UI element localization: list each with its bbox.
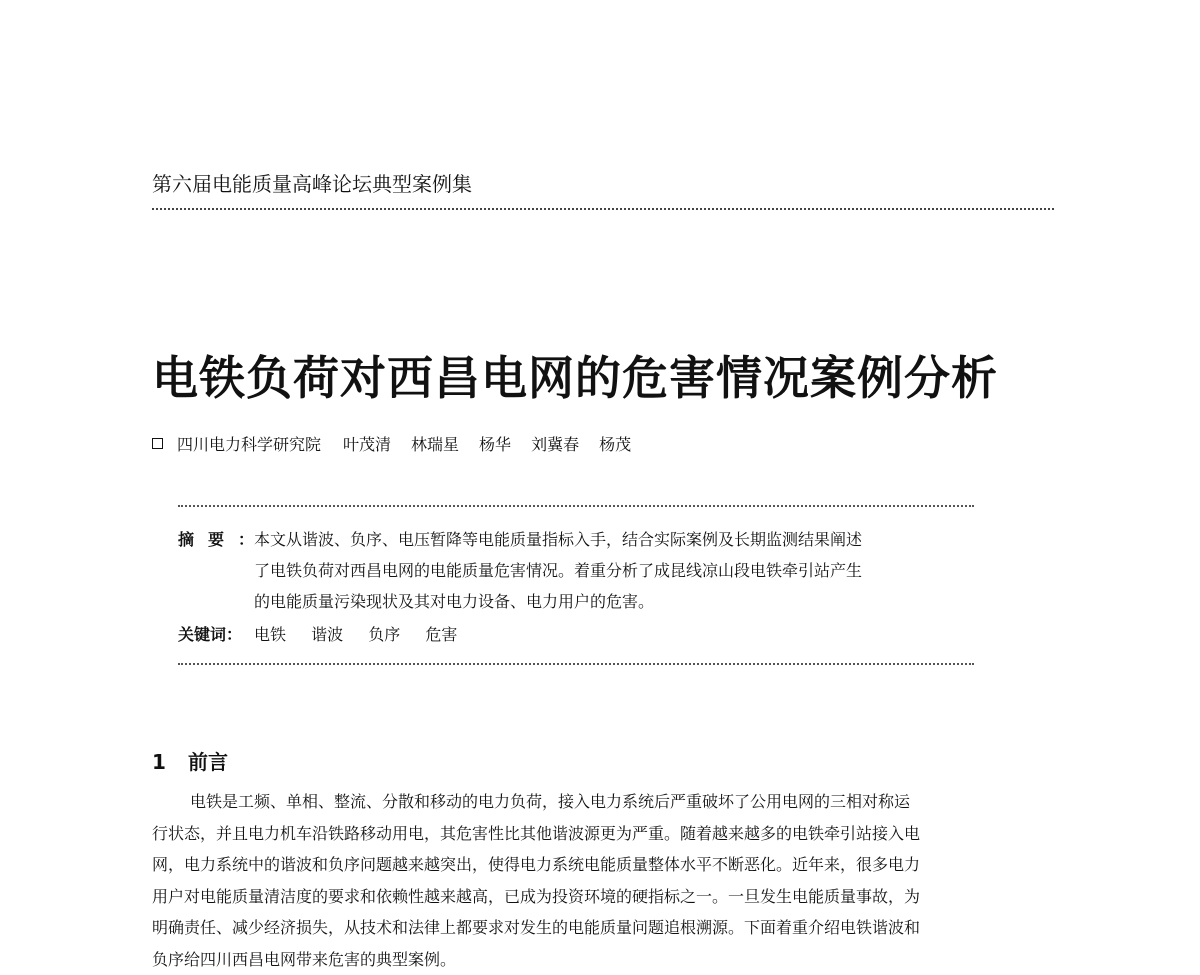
author-name: 叶茂清 [343, 432, 391, 455]
author-name: 杨茂 [599, 432, 631, 455]
body-line: 电铁是工频、单相、整流、分散和移动的电力负荷，接入电力系统后严重破坏了公用电网的三相对称运 [152, 786, 1057, 818]
byline [152, 430, 651, 456]
abstract-block [178, 524, 978, 650]
body-line: 负序给四川西昌电网带来危害的典型案例。 [152, 944, 1057, 975]
body-line: 网，电力系统中的谐波和负序问题越来越突出，使得电力系统电能质量整体水平不断恶化。近年来，很多电力 [152, 849, 1057, 881]
author-name: 杨华 [479, 432, 511, 455]
keywords-label: 关键词： [178, 619, 254, 650]
body-line: 行状态，并且电力机车沿铁路移动用电，其危害性比其他谐波源更为严重。随着越来越多的电铁牵引站接入电 [152, 818, 1057, 850]
abstract-top-divider [178, 505, 974, 507]
header-divider [152, 208, 1054, 210]
body-paragraph [152, 786, 1057, 975]
keyword: 负序 [368, 619, 400, 650]
abstract-line: 的电能质量污染现状及其对电力设备、电力用户的危害。 [254, 586, 976, 617]
abstract-label: 摘要： [178, 524, 254, 555]
keywords-list [254, 619, 976, 650]
square-bullet-icon [152, 438, 163, 449]
abstract-text [254, 524, 976, 617]
abstract-row [178, 524, 978, 617]
author-name: 林瑞星 [411, 432, 459, 455]
keyword: 电铁 [254, 619, 286, 650]
section-title: 前言 [188, 748, 228, 776]
section-heading [152, 748, 228, 776]
abstract-bottom-divider [178, 663, 974, 665]
keywords-row [178, 619, 978, 650]
abstract-line: 了电铁负荷对西昌电网的电能质量危害情况。着重分析了成昆线凉山段电铁牵引站产生 [254, 555, 976, 586]
section-number: 1 [152, 748, 188, 776]
keyword: 谐波 [311, 619, 343, 650]
author-affiliation: 四川电力科学研究院 [177, 432, 321, 455]
article-title: 电铁负荷对西昌电网的危害情况案例分析 [152, 346, 1072, 410]
author-name: 刘冀春 [531, 432, 579, 455]
keyword: 危害 [425, 619, 457, 650]
body-line: 明确责任、减少经济损失，从技术和法律上都要求对发生的电能质量问题追根溯源。下面着重介绍电铁谐波和 [152, 912, 1057, 944]
abstract-line: 本文从谐波、负序、电压暂降等电能质量指标入手，结合实际案例及长期监测结果阐述 [254, 524, 976, 555]
running-header: 第六届电能质量高峰论坛典型案例集 [152, 170, 1054, 198]
body-line: 用户对电能质量清洁度的要求和依赖性越来越高，已成为投资环境的硬指标之一。一旦发生电能质量事故，为 [152, 881, 1057, 913]
